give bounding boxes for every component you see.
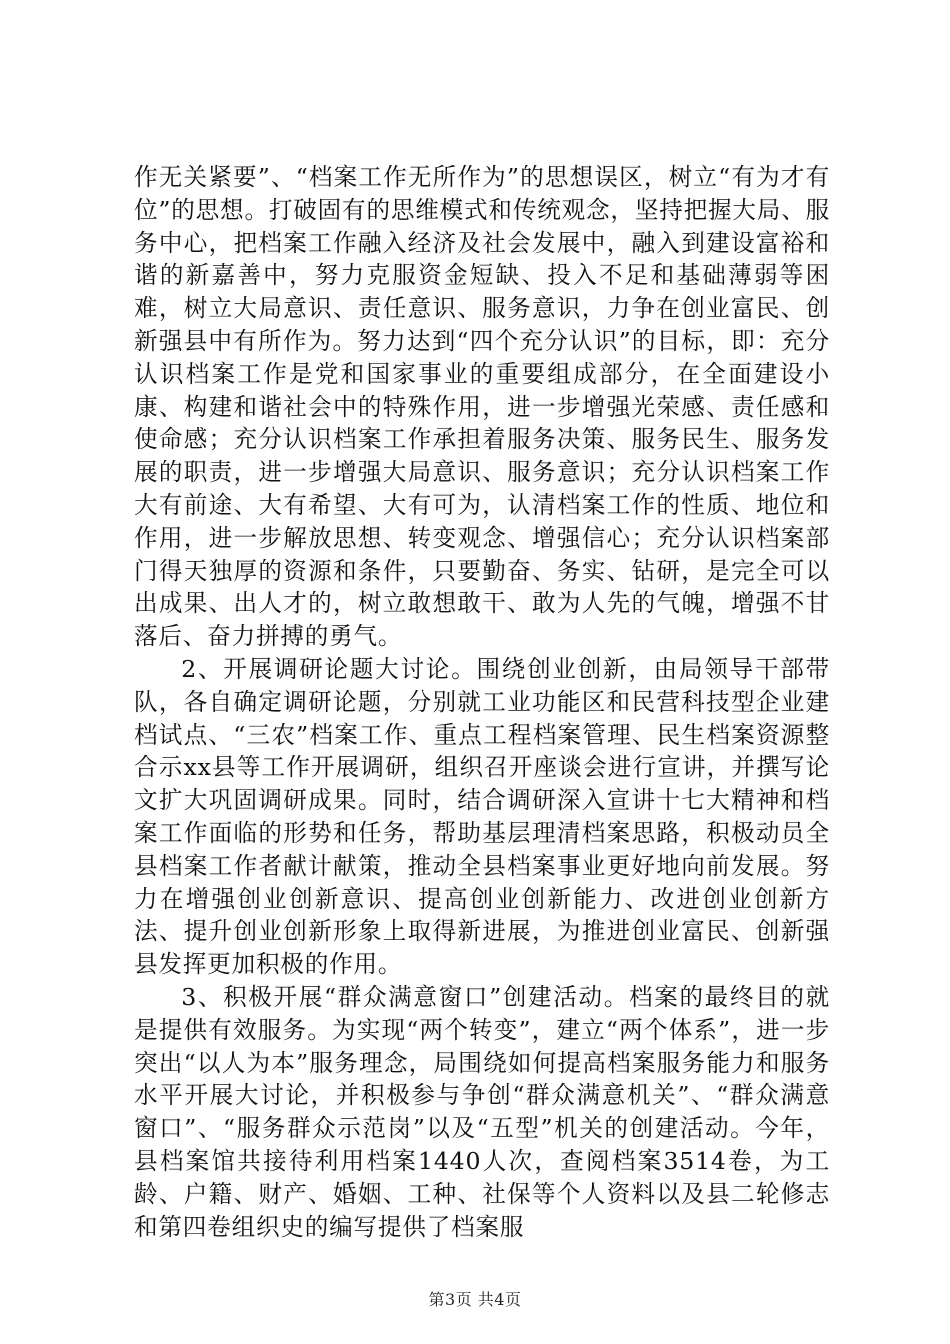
body-text: [134, 161, 830, 1243]
paragraph-3: 3、积极开展“群众满意窗口”创建活动。档案的最终目的就是提供有效服务。为实现“两个转变”，建立“两个体系”，进一步突出“以人为本”服务理念，局围绕如何提高档案服务能力和服务水平开展大讨论，并积极参与争创“群众满意机关”、“群众满意窗口”、“服务群众示范岗”以及“五型”机关的创建活动。今年，县档案馆共接待利用档案1440人次，查阅档案3514卷，为工龄、户籍、财产、婚姻、工种、社保等个人资料以及县二轮修志和第四卷组织史的编写提供了档案服: [134, 982, 830, 1241]
page-number-footer: 第3页 共4页: [428, 1290, 522, 1309]
paragraph-1: 作无关紧要”、“档案工作无所作为”的思想误区，树立“有为才有位”的思想。打破固有的思维模式和传统观念，坚持把握大局、服务中心，把档案工作融入经济及社会发展中，融入到建设富裕和谐的新嘉善中，努力克服资金短缺、投入不足和基础薄弱等困难，树立大局意识、责任意识、服务意识，力争在创业富民、创新强县中有所作为。努力达到“四个充分认识”的目标，即：充分认识档案工作是党和国家事业的重要组成部分，在全面建设小康、构建和谐社会中的特殊作用，进一步增强光荣感、责任感和使命感；充分认识档案工作承担着服务决策、服务民生、服务发展的职责，进一步增强大局意识、服务意识；充分认识档案工作大有前途、大有希望、大有可为，认清档案工作的性质、地位和作用，进一步解放思想、转变观念、增强信心；充分认识档案部门得天独厚的资源和条件，只要勤奋、务实、钻研，是完全可以出成果、出人才的，树立敢想敢干、敢为人先的气魄，增强不甘落后、奋力拼搏的勇气。: [134, 163, 830, 651]
paragraph-2: 2、开展调研论题大讨论。围绕创业创新，由局领导干部带队，各自确定调研论题，分别就工业功能区和民营科技型企业建档试点、“三农”档案工作、重点工程档案管理、民生档案资源整合示xx县等工作开展调研，组织召开座谈会进行宣讲，并撰写论文扩大巩固调研成果。同时，结合调研深入宣讲十七大精神和档案工作面临的形势和任务，帮助基层理清档案思路，积极动员全县档案工作者献计献策，推动全县档案事业更好地向前发展。努力在增强创业创新意识、提高创业创新能力、改进创业创新方法、提升创业创新形象上取得新进展，为推进创业富民、创新强县发挥更加积极的作用。: [134, 654, 830, 979]
